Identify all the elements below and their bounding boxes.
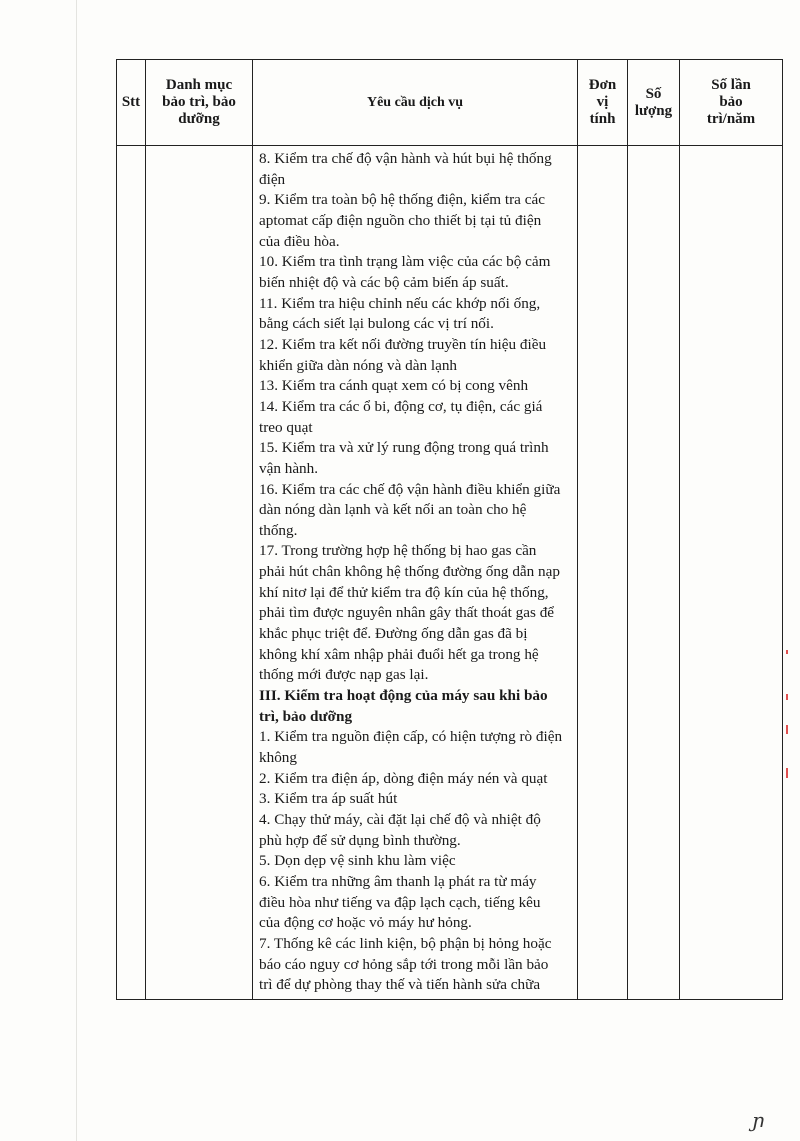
requirement-line: 4. Chạy thử máy, cài đặt lại chế độ và nhiệt độ	[259, 811, 541, 828]
margin-mark	[786, 768, 788, 778]
requirement-line: 13. Kiểm tra cánh quạt xem có bị cong vênh	[259, 377, 529, 395]
section-heading-line: III. Kiểm tra hoạt động của máy sau khi bảo	[259, 687, 548, 705]
requirement-line: aptomat cấp điện nguồn cho thiết bị tại tủ điện	[259, 211, 542, 229]
requirement-line: 3. Kiểm tra áp suất hút	[259, 790, 398, 808]
requirement-line: phù hợp để sử dụng bình thường.	[259, 831, 461, 849]
service-requirements-table	[116, 59, 783, 1000]
section-heading-line: trì, bảo dưỡng	[259, 707, 353, 725]
requirement-line: bằng cách siết lại bulong các vị trí nối.	[259, 315, 494, 333]
requirement-line: treo quạt	[259, 418, 313, 436]
requirement-line: thống mới được nạp gas lại.	[259, 666, 429, 684]
requirement-line: 8. Kiểm tra chế độ vận hành và hút bụi hệ thống	[259, 150, 552, 167]
requirement-line: điện	[259, 170, 286, 188]
requirement-line: không khí xâm nhập phải đuổi hết ga trong hệ	[259, 645, 539, 663]
requirement-line: dàn nóng dàn lạnh và kết nối an toàn cho hệ	[259, 501, 527, 519]
requirement-line: vận hành.	[259, 459, 319, 477]
requirement-line: của điều hòa.	[259, 232, 340, 250]
margin-mark	[786, 694, 788, 700]
requirement-line: biến nhiệt độ và các bộ cảm biến áp suất.	[259, 273, 509, 291]
requirement-line: 16. Kiểm tra các chế độ vận hành điều khiển giữa	[259, 480, 561, 498]
header-category: Danh mục bảo trì, bảo dưỡng	[146, 60, 253, 146]
requirement-line: điều hòa như tiếng va đập lạch cạch, tiếng kêu	[259, 893, 541, 911]
header-stt: Stt	[117, 60, 146, 146]
initials-signature-icon: ɲ	[752, 1108, 765, 1132]
requirement-line: khắc phục triệt để. Đường ống dẫn gas đã bị	[259, 625, 528, 643]
table-header-row	[117, 60, 783, 146]
margin-marks	[786, 650, 792, 780]
requirement-line: 5. Dọn dẹp vệ sinh khu làm việc	[259, 852, 456, 870]
margin-mark	[786, 725, 788, 734]
requirement-line: 2. Kiểm tra điện áp, dòng điện máy nén và quạt	[259, 769, 548, 787]
requirement-line: 15. Kiểm tra và xử lý rung động trong quá trình	[259, 439, 549, 457]
cell-requirements	[253, 146, 578, 1000]
margin-mark	[786, 650, 788, 654]
cell-times-per-year	[680, 146, 783, 1000]
requirement-line: 9. Kiểm tra toàn bộ hệ thống điện, kiểm tra các	[259, 191, 545, 209]
cell-quantity	[628, 146, 680, 1000]
header-quantity: Số lượng	[628, 60, 680, 146]
scan-edge-line	[76, 0, 77, 1141]
requirement-line: 11. Kiểm tra hiệu chỉnh nếu các khớp nối ống,	[259, 294, 541, 312]
requirement-line: phải hút chân không hệ thống đường ống dẫn nạp	[259, 563, 560, 581]
requirement-line: thống.	[259, 521, 298, 539]
cell-category	[146, 146, 253, 1000]
cell-unit	[578, 146, 628, 1000]
header-times-per-year: Số lần bảo trì/năm	[680, 60, 783, 146]
requirement-line: phải tìm được nguyên nhân gây thất thoát gas để	[259, 604, 555, 622]
table-row	[117, 146, 783, 1000]
header-requirements: Yêu cầu dịch vụ	[253, 60, 578, 146]
requirement-line: 1. Kiểm tra nguồn điện cấp, có hiện tượng rò điện	[259, 728, 563, 746]
requirement-line: 14. Kiểm tra các ổ bi, động cơ, tụ điện, các giá	[259, 397, 543, 415]
requirement-line: báo cáo nguy cơ hỏng sắp tới trong mỗi lần bảo	[259, 955, 549, 973]
requirement-line: khiển giữa dàn nóng và dàn lạnh	[259, 356, 458, 374]
requirement-line: của động cơ hoặc vỏ máy hư hỏng.	[259, 914, 472, 932]
requirement-line: 17. Trong trường hợp hệ thống bị hao gas cần	[259, 542, 537, 560]
cell-stt	[117, 146, 146, 1000]
requirement-line: 6. Kiểm tra những âm thanh lạ phát ra từ máy	[259, 872, 537, 890]
requirement-line: trì để dự phòng thay thế và tiến hành sửa chữa	[259, 976, 541, 994]
requirement-line: không	[259, 749, 297, 767]
requirements-list	[259, 149, 571, 996]
header-unit: Đơn vị tính	[578, 60, 628, 146]
requirement-line: khí nitơ lại để thử kiểm tra độ kín của hệ thống,	[259, 583, 549, 601]
requirement-line: 10. Kiểm tra tình trạng làm việc của các bộ cảm	[259, 253, 551, 271]
requirement-line: 12. Kiểm tra kết nối đường truyền tín hiệu điều	[259, 335, 547, 353]
requirement-line: 7. Thống kê các linh kiện, bộ phận bị hỏng hoặc	[259, 934, 552, 952]
